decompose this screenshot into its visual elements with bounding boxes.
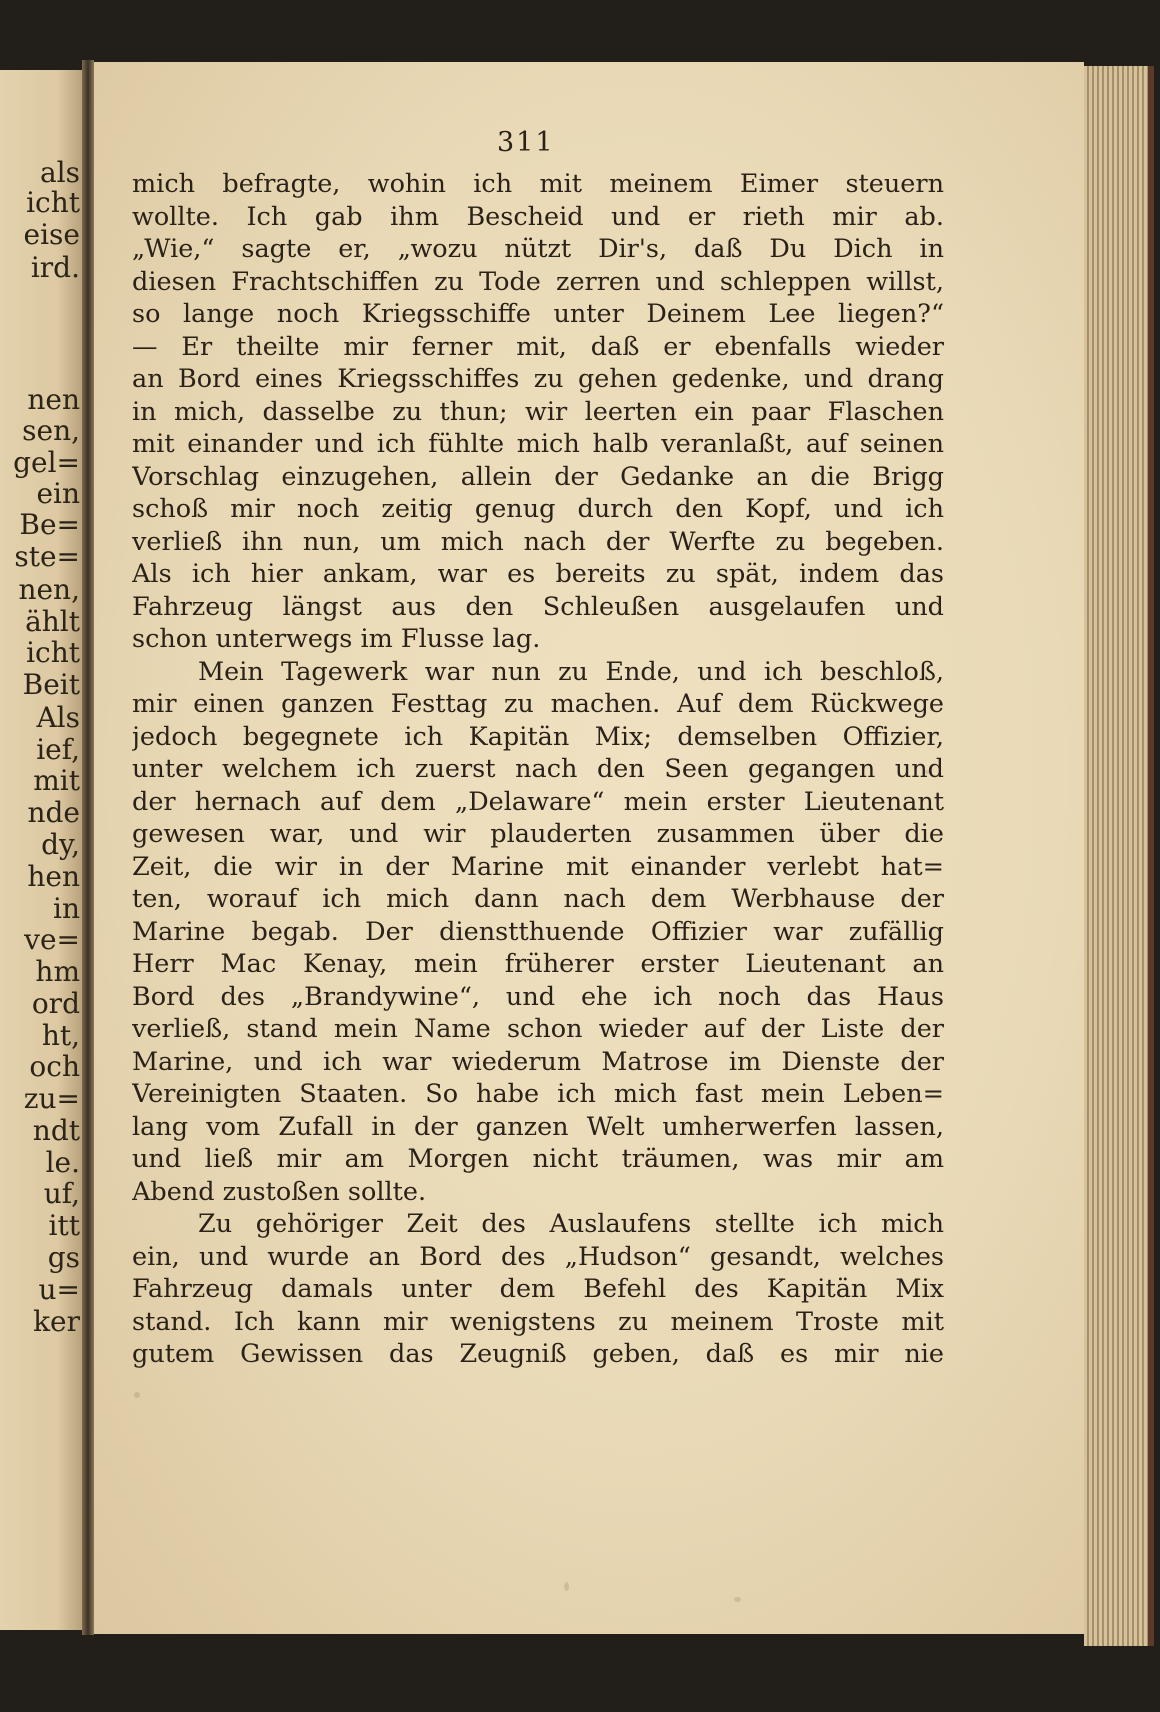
text-line: Vorschlag einzugehen, allein der Gedanke an die Brigg [132, 461, 944, 492]
book-gutter [82, 60, 94, 1635]
text-line: Herr Mac Kenay, mein früherer erster Lieutenant an [132, 949, 944, 979]
text-line-paragraph-start: Zu gehöriger Zeit des Auslaufens stellte ich mich [198, 1209, 944, 1239]
text-line: verließ ihn nun, um mich nach der Werfte zu begeben. [132, 526, 944, 557]
left-page-text-fragment: ker [33, 1305, 80, 1338]
text-line: gewesen war, und wir plauderten zusammen über die [132, 819, 944, 849]
paper-stain [134, 1392, 140, 1398]
text-line: verließ, stand mein Name schon wieder auf der Liste der [132, 1014, 944, 1044]
left-page-edge [0, 70, 82, 1630]
left-page-text-fragment: hen [27, 860, 80, 893]
text-line: der hernach auf dem „Delaware“ mein erster Lieutenant [132, 786, 944, 817]
text-line-paragraph-start: Mein Tagewerk war nun zu Ende, und ich beschloß, [198, 656, 944, 687]
text-line: ein, und wurde an Bord des „Hudson“ gesandt, welches [132, 1241, 944, 1272]
left-page-text-fragment: ein [36, 477, 80, 510]
left-page-text-fragment: Be= [19, 508, 80, 541]
left-page-text-fragment: icht [26, 636, 80, 669]
left-page-text-fragment: Als [36, 701, 80, 734]
text-line: Abend zustoßen sollte. [132, 1176, 427, 1207]
text-line: Marine begab. Der dienstthuende Offizier war zufällig [132, 916, 944, 947]
left-page-text-fragment: zu= [23, 1082, 80, 1115]
text-line: lang vom Zufall in der ganzen Welt umherwerfen lassen, [132, 1111, 944, 1142]
left-page-text-fragment: mit [33, 764, 80, 797]
left-page-text-fragment: eise [23, 218, 80, 251]
text-line: schon unterwegs im Flusse lag. [132, 624, 541, 654]
text-line: Als ich hier ankam, war es bereits zu spät, indem das [132, 559, 944, 589]
text-line: Fahrzeug längst aus den Schleußen ausgelaufen und [132, 591, 944, 622]
paper-stain [734, 1597, 741, 1602]
left-page-text-fragment: och [29, 1050, 80, 1083]
left-page-text-fragment: gel= [13, 446, 80, 479]
left-page-text-fragment: ste= [14, 540, 80, 573]
text-line: Vereinigten Staaten. So habe ich mich fast mein Leben= [132, 1079, 944, 1109]
text-line: „Wie,“ sagte er, „wozu nützt Dir's, daß Du Dich in [132, 234, 944, 264]
page-edges [1084, 66, 1154, 1646]
left-page-text-fragment: dy, [41, 828, 80, 861]
text-line: und ließ mir am Morgen nicht träumen, was mir am [132, 1144, 944, 1174]
left-page-text-fragment: uf, [43, 1177, 80, 1210]
text-line: mich befragte, wohin ich mit meinem Eimer steuern [132, 169, 944, 199]
text-line: diesen Frachtschiffen zu Tode zerren und schleppen willst, [132, 266, 944, 297]
left-page-text-fragment: ht, [41, 1019, 80, 1052]
left-page-text-fragment: hm [35, 955, 80, 988]
text-line: mit einander und ich fühlte mich halb veranlaßt, auf seinen [132, 429, 944, 459]
left-page-text-fragment: le. [45, 1146, 80, 1179]
left-page-text-fragment: nen, [18, 573, 80, 606]
text-line: Bord des „Brandywine“, und ehe ich noch das Haus [132, 981, 944, 1012]
text-line: Marine, und ich war wiederum Matrose im Dienste der [132, 1046, 944, 1077]
left-page-text-fragment: ve= [24, 923, 80, 956]
left-page-text-fragment: nde [27, 796, 80, 829]
text-line: unter welchem ich zuerst nach den Seen gegangen und [132, 754, 944, 784]
text-line: in mich, dasselbe zu thun; wir leerten ein paar Flaschen [132, 396, 944, 427]
left-page-text-fragment: sen, [22, 414, 80, 447]
text-line: ten, worauf ich mich dann nach dem Werbhause der [132, 884, 944, 914]
left-page-text-fragment: Beit [22, 668, 80, 701]
left-page-text-fragment: ord [31, 987, 80, 1020]
left-page-text-fragment: ief, [36, 733, 80, 766]
text-line: so lange noch Kriegsschiffe unter Deinem Lee liegen?“ [132, 299, 944, 329]
left-page-text-fragment: gs [47, 1241, 80, 1274]
left-page-text-fragment: ird. [30, 251, 80, 284]
text-line: mir einen ganzen Festtag zu machen. Auf dem Rückwege [132, 689, 944, 719]
text-line: Zeit, die wir in der Marine mit einander verlebt hat= [132, 851, 944, 882]
left-page-text-fragment: icht [26, 186, 80, 219]
paper-stain [564, 1582, 569, 1591]
text-line: gutem Gewissen das Zeugniß geben, daß es mir nie [132, 1339, 944, 1369]
page-body-text [132, 168, 944, 1371]
left-page-text-fragment: u= [38, 1273, 80, 1306]
text-line: — Er theilte mir ferner mit, daß er ebenfalls wieder [132, 331, 944, 362]
text-line: jedoch begegnete ich Kapitän Mix; demselben Offizier, [132, 721, 944, 752]
text-line: Fahrzeug damals unter dem Befehl des Kapitän Mix [132, 1274, 944, 1304]
left-page-text-fragment: itt [48, 1209, 80, 1242]
text-line: stand. Ich kann mir wenigstens zu meinem Troste mit [132, 1306, 944, 1337]
left-page-text-fragment: ählt [25, 605, 80, 638]
text-line: wollte. Ich gab ihm Bescheid und er rieth mir ab. [132, 201, 944, 232]
text-line: an Bord eines Kriegsschiffes zu gehen gedenke, und drang [132, 364, 944, 394]
text-line: schoß mir noch zeitig genug durch den Kopf, und ich [132, 494, 944, 524]
left-page-text-fragment: nen [27, 383, 80, 416]
left-page-text-fragment: als [39, 156, 80, 189]
left-page-text-fragment: in [53, 892, 80, 925]
left-page-text-fragment: ndt [32, 1114, 80, 1147]
page-number: 311 [497, 127, 555, 158]
